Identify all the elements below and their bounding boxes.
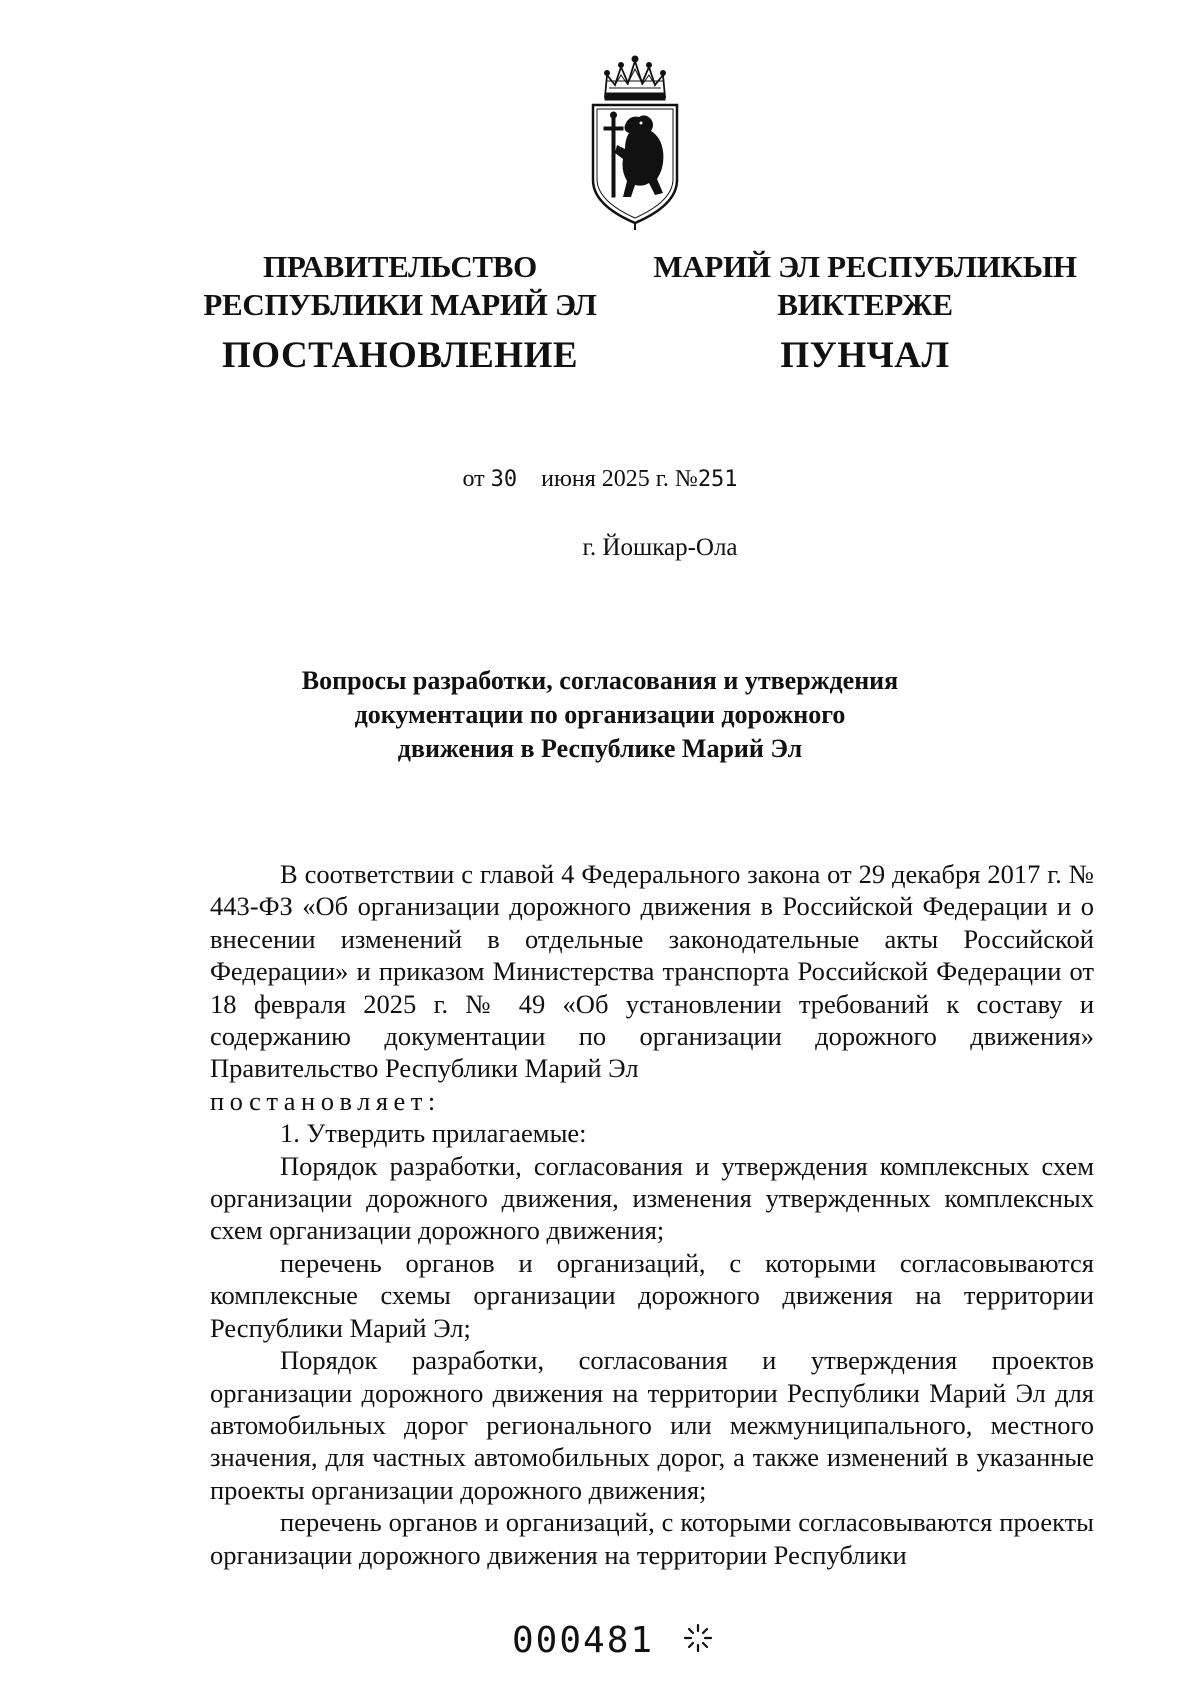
header-right-line2: ВИКТЕРЖЕ (777, 287, 953, 322)
title-line1: Вопросы разработки, согласования и утверждения (301, 666, 899, 695)
title-line2: документации по организации дорожного (354, 700, 846, 729)
city: г. Йошкар-Ола (582, 534, 738, 561)
header-left (200, 248, 600, 376)
title-line3: движения в Республике Марий Эл (397, 734, 803, 763)
header-left-line1: ПРАВИТЕЛЬСТВО (263, 249, 537, 284)
header-right (650, 248, 1080, 376)
paragraph-list-projects: перечень органов и организаций, с которыми согласовываются проекты организации дорожного движения на территории Республики (210, 1507, 1094, 1570)
paragraph-postanovlyaet: постановляет: (210, 1085, 441, 1116)
header-right-line1: МАРИЙ ЭЛ РЕСПУБЛИКЫН (653, 249, 1077, 284)
header-left-title: ПОСТАНОВЛЕНИЕ (221, 335, 579, 376)
document-number: 251 (697, 467, 738, 492)
document-title (300, 664, 900, 766)
date-month-year: июня 2025 г. № (541, 466, 698, 492)
paragraph-item-1: 1. Утвердить прилагаемые: (280, 1118, 587, 1149)
serial-number: 000481 (512, 1620, 655, 1661)
paragraph-order-projects: Порядок разработки, согласования и утверждения проектов организации дорожного движения на территории Республики Марий Эл для автомобильных дорог регионального или межмуниципального, местного значения, для частных автомобильных дорог, а также изменений в указанные проекты организации дорожного движения; (210, 1345, 1094, 1505)
header-left-line2: РЕСПУБЛИКИ МАРИЙ ЭЛ (203, 287, 597, 322)
paragraph-order-schemes: Порядок разработки, согласования и утверждения комплексных схем организации дорожного движения, изменения утвержденных комплексных схем организации дорожного движения; (210, 1150, 1094, 1246)
document-body (210, 858, 1094, 1571)
header-right-title: ПУНЧАЛ (780, 335, 950, 376)
date-line (0, 466, 1200, 493)
asterisk-star-icon (680, 1620, 716, 1656)
paragraph-preamble: В соответствии с главой 4 Федерального закона от 29 декабря 2017 г. № 443-ФЗ «Об организации дорожного движения в Российской Федерации и о внесении изменений в отдельные законодательные акты Российской Федерации» и приказом Министерства транспорта Российской Федерации от 18 февраля 2025 г. № 49 «Об установлении требований к составу и содержанию документации по организации дорожного движения» Правительство Республики Марий Эл (210, 859, 1094, 1084)
coat-of-arms-emblem (585, 55, 685, 230)
paragraph-list-schemes: перечень органов и организаций, с которыми согласовываются комплексные схемы организации дорожного движения на территории Республики Марий Эл; (210, 1247, 1094, 1343)
date-day: 30 (490, 467, 518, 492)
date-prefix: от (462, 466, 485, 492)
